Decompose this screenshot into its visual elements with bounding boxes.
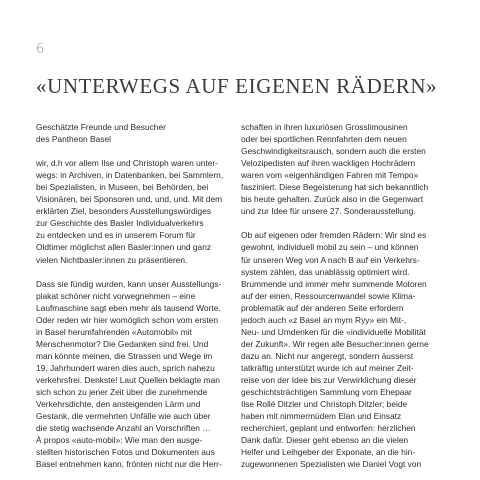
- text-line: und zur Idee für unsere 27. Sonderausstellung.: [241, 206, 416, 217]
- paragraph: [36, 157, 224, 265]
- text-line: bis heute gehalten. Zurück also in die Gegenwart: [241, 194, 424, 205]
- paragraph-gap: [36, 145, 210, 157]
- text-line: system zählen, das unablässig optimiert wird.: [241, 266, 410, 277]
- text-line: Dass sie fündig wurden, kann unser Ausstellungs-: [36, 278, 222, 289]
- text-line: vielen Nichtbasler:innen zu präsentieren.: [36, 254, 188, 265]
- text-line: schaften in ihren luxuriösen Grosslimousinen: [241, 122, 408, 132]
- text-line: Brummende und immer mehr summende Motoren: [241, 278, 427, 289]
- text-line: Gestank, die vermehrten Unfälle wie auch über: [36, 411, 211, 422]
- text-line: Verkehrsdichte, den ansteigenden Lärm und: [36, 399, 201, 410]
- page-headline: «UNTERWEGS AUF EIGENEN RÄDERN»: [36, 74, 438, 98]
- text-line: À propos «auto-mobil»: Wie man den ausge-: [36, 435, 203, 446]
- text-line: tatkräftig unterstützt wurde ich auf meiner Zeit-: [241, 362, 414, 373]
- text-line: verkehrsfrei. Denkste! Laut Quellen beklagte man: [36, 374, 220, 385]
- text-line: Neu- und Umdenken für die «individuelle Mobilität: [241, 326, 426, 337]
- paragraph: [36, 121, 210, 145]
- text-line: oder bei sportlichen Rennfahrten dem neuen: [241, 134, 407, 145]
- text-line: Ilse Rollé Ditzler und Christoph Ditzler; beide: [241, 399, 408, 410]
- text-line: bei Spezialisten, in Museen, bei Behörden, bei: [36, 182, 209, 193]
- page-number: 6: [36, 42, 45, 57]
- text-line: stellten historischen Fotos und Dokumenten aus: [36, 447, 215, 458]
- text-line: wir, d.h vor allem Ilse und Christoph waren unter-: [36, 158, 219, 169]
- text-line: die stetig wachsende Anzahl an Vorschriften …: [36, 423, 211, 434]
- paragraph: [241, 229, 429, 470]
- text-line: fasziniert. Diese Begeisterung hat sich bekanntlich: [241, 182, 429, 193]
- text-line: zu entdecken und es in unserem Forum für: [36, 230, 196, 241]
- text-line: jedoch auch «z Basel an mym Ryy» ein Mit-,: [241, 314, 407, 325]
- paragraph: [36, 278, 222, 471]
- text-line: sich schon zu jener Zeit über die zunehmende: [36, 387, 208, 398]
- text-line: für unseren Weg von A nach B auf ein Verkehrs-: [241, 254, 420, 265]
- text-line: waren vom «eigenhändigen Fahren mit Tempo»: [241, 170, 419, 181]
- text-line: geschichtsträchtigen Sammlung vom Ehepaar: [241, 387, 412, 398]
- text-line: Menschenmotor? Die Gedanken sind frei. Und: [36, 338, 209, 349]
- text-line: zur Geschichte des Basler Individualverkehrs: [36, 218, 204, 229]
- text-line: Oder reden wir hier womöglich schon vom ersten: [36, 314, 219, 325]
- text-line: 19. Jahrhundert waren dies auch, sprich nahezu: [36, 362, 215, 373]
- text-line: dazu an. Nicht nur angeregt, sondern äusserst: [241, 350, 414, 361]
- text-line: Visionären, bei Sponsoren und, und, und. Mit dem: [36, 194, 223, 205]
- text-line: zugewonnenen Spezialisten wie Daniel Vogt von: [241, 459, 422, 470]
- text-line: Helfer und Leihgeber der Exponate, an die hin-: [241, 447, 416, 458]
- text-line: wegs: in Archiven, in Datenbanken, bei Sammlern,: [36, 170, 224, 181]
- text-line: Dank dafür. Dieser geht ebenso an die vielen: [241, 435, 409, 446]
- text-line: Laufmaschine sagt eben mehr als tausend Worte.: [36, 302, 221, 313]
- paragraph-gap: [241, 217, 415, 229]
- text-line: gewohnt, individuell mobil zu sein – und können: [241, 242, 419, 253]
- text-line: Geschwindigkeitsrausch, sondern auch die ersten: [241, 146, 426, 157]
- text-line: Oldtimer möglichst allen Basler:innen und ganz: [36, 242, 212, 253]
- text-line: der Zukunft». Wir regen alle Besucher:innen gerne: [241, 338, 429, 349]
- text-line: recherchiert, geplant und entworfen: herzlichen: [241, 423, 416, 434]
- text-line: Velozipedisten auf ihren wackligen Hochrädern: [241, 158, 416, 169]
- text-column-left: [36, 121, 224, 470]
- text-line: auf der einen, Ressourcenwandel sowie Klima-: [241, 290, 416, 301]
- text-column-right: [241, 121, 429, 470]
- text-line: Basel entnehmen kann, frönten nicht nur die Herr-: [36, 459, 222, 470]
- text-line: haben mit nimmermüdem Elan und Einsatz: [241, 411, 402, 422]
- text-line: Ob auf eigenen oder fremden Rädern: Wir sind es: [241, 230, 427, 241]
- text-line: erklärten Ziel, besonders Ausstellungswürdiges: [36, 206, 212, 217]
- paragraph-gap: [36, 266, 210, 278]
- text-line: des Pantheon Basel: [36, 134, 111, 145]
- text-line: plakat schöner nicht vorwegnehmen – eine: [36, 290, 196, 301]
- text-line: man könnte meinen, die Strassen und Wege im: [36, 350, 213, 361]
- text-line: Geschätzte Freunde und Besucher: [36, 122, 166, 132]
- text-line: reise von der Idee bis zur Verwirklichung dieser: [241, 374, 417, 385]
- text-line: in Basel herumfahrenden «Automobil» mit: [36, 326, 192, 337]
- text-line: problematik auf der anderen Seite erfordern: [241, 302, 404, 313]
- paragraph: [241, 121, 429, 217]
